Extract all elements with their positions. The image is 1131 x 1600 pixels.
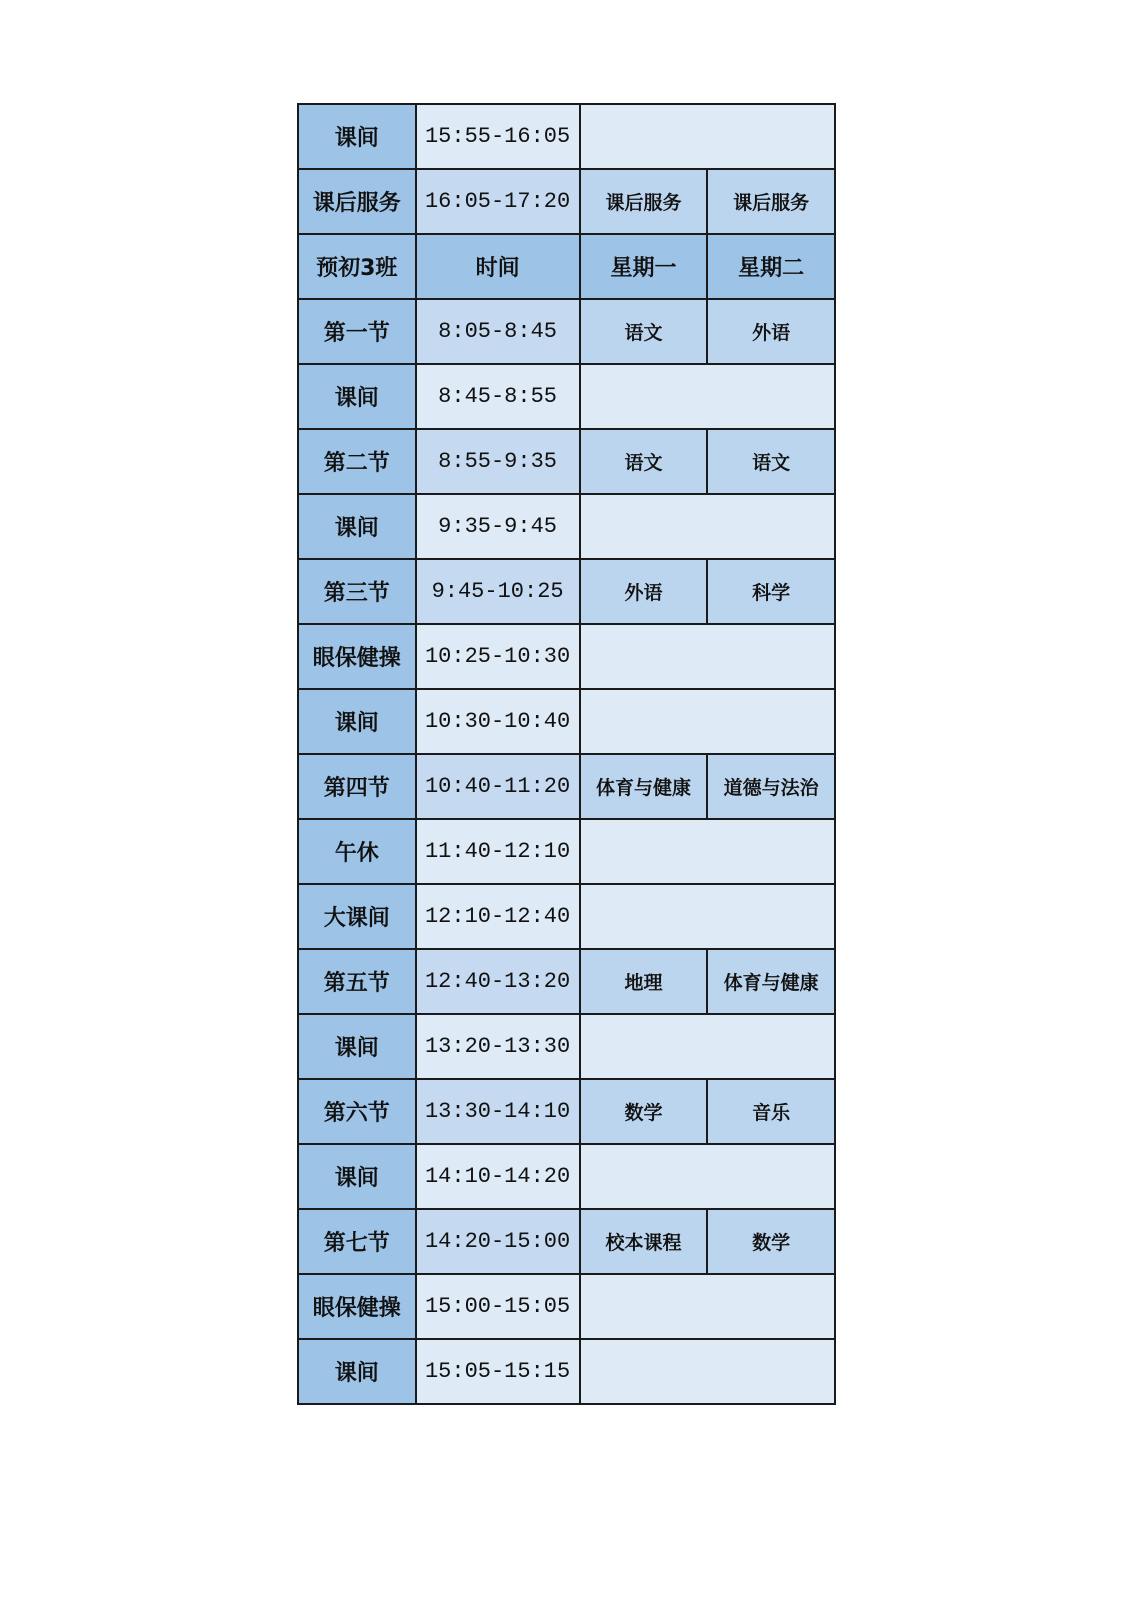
subject-cell: 体育与健康 (707, 949, 835, 1014)
timetable-row (298, 884, 835, 949)
period-label-cell: 课间 (298, 104, 416, 169)
timetable-row (298, 364, 835, 429)
period-label-cell: 大课间 (298, 884, 416, 949)
subject-cell: 科学 (707, 559, 835, 624)
timetable-row (298, 754, 835, 819)
period-time-cell: 14:20-15:00 (416, 1209, 580, 1274)
period-time-cell: 10:25-10:30 (416, 624, 580, 689)
period-time-cell: 12:40-13:20 (416, 949, 580, 1014)
timetable (297, 103, 836, 1405)
timetable-row (298, 559, 835, 624)
subject-cell: 外语 (580, 559, 708, 624)
period-label-cell: 眼保健操 (298, 1274, 416, 1339)
period-time-cell: 10:40-11:20 (416, 754, 580, 819)
subject-cell: 语文 (580, 299, 708, 364)
period-time-cell: 13:30-14:10 (416, 1079, 580, 1144)
period-label-cell: 课间 (298, 1014, 416, 1079)
subject-cell: 数学 (707, 1209, 835, 1274)
timetable-row (298, 1079, 835, 1144)
day-header-cell: 星期二 (707, 234, 835, 299)
period-time-cell: 9:35-9:45 (416, 494, 580, 559)
period-label-cell: 眼保健操 (298, 624, 416, 689)
period-time-cell: 13:20-13:30 (416, 1014, 580, 1079)
empty-subject-cell (580, 364, 835, 429)
period-label-cell: 第一节 (298, 299, 416, 364)
period-time-cell: 9:45-10:25 (416, 559, 580, 624)
period-label-cell: 课间 (298, 689, 416, 754)
empty-subject-cell (580, 1144, 835, 1209)
timetable-row (298, 1274, 835, 1339)
subject-cell: 数学 (580, 1079, 708, 1144)
class-name-cell: 预初3班 (298, 234, 416, 299)
period-time-cell: 8:45-8:55 (416, 364, 580, 429)
empty-subject-cell (580, 1339, 835, 1404)
empty-subject-cell (580, 884, 835, 949)
timetable-row (298, 429, 835, 494)
empty-subject-cell (580, 494, 835, 559)
period-time-cell: 8:05-8:45 (416, 299, 580, 364)
period-time-cell: 16:05-17:20 (416, 169, 580, 234)
period-time-cell: 15:05-15:15 (416, 1339, 580, 1404)
subject-cell: 外语 (707, 299, 835, 364)
subject-cell: 地理 (580, 949, 708, 1014)
time-header-cell: 时间 (416, 234, 580, 299)
empty-subject-cell (580, 819, 835, 884)
period-label-cell: 课后服务 (298, 169, 416, 234)
period-label-cell: 第六节 (298, 1079, 416, 1144)
subject-cell: 课后服务 (580, 169, 708, 234)
period-label-cell: 午休 (298, 819, 416, 884)
period-label-cell: 课间 (298, 494, 416, 559)
timetable-row (298, 1339, 835, 1404)
timetable-row (298, 1014, 835, 1079)
timetable-row (298, 949, 835, 1014)
subject-cell: 道德与法治 (707, 754, 835, 819)
period-time-cell: 14:10-14:20 (416, 1144, 580, 1209)
day-header-cell: 星期一 (580, 234, 708, 299)
timetable-body (298, 104, 835, 1404)
timetable-row (298, 689, 835, 754)
period-label-cell: 第五节 (298, 949, 416, 1014)
timetable-row (298, 1144, 835, 1209)
period-time-cell: 8:55-9:35 (416, 429, 580, 494)
empty-subject-cell (580, 624, 835, 689)
period-time-cell: 10:30-10:40 (416, 689, 580, 754)
period-label-cell: 第七节 (298, 1209, 416, 1274)
period-label-cell: 第三节 (298, 559, 416, 624)
period-time-cell: 12:10-12:40 (416, 884, 580, 949)
period-label-cell: 课间 (298, 364, 416, 429)
timetable-row (298, 624, 835, 689)
period-label-cell: 第四节 (298, 754, 416, 819)
timetable-row (298, 819, 835, 884)
period-label-cell: 课间 (298, 1144, 416, 1209)
timetable-header-row (298, 234, 835, 299)
subject-cell: 语文 (580, 429, 708, 494)
subject-cell: 体育与健康 (580, 754, 708, 819)
timetable-row (298, 299, 835, 364)
period-time-cell: 15:00-15:05 (416, 1274, 580, 1339)
period-label-cell: 课间 (298, 1339, 416, 1404)
period-label-cell: 第二节 (298, 429, 416, 494)
period-time-cell: 15:55-16:05 (416, 104, 580, 169)
period-time-cell: 11:40-12:10 (416, 819, 580, 884)
timetable-row (298, 104, 835, 169)
empty-subject-cell (580, 689, 835, 754)
empty-subject-cell (580, 1274, 835, 1339)
empty-subject-cell (580, 104, 835, 169)
subject-cell: 音乐 (707, 1079, 835, 1144)
timetable-row (298, 1209, 835, 1274)
subject-cell: 语文 (707, 429, 835, 494)
timetable-row (298, 494, 835, 559)
subject-cell: 课后服务 (707, 169, 835, 234)
empty-subject-cell (580, 1014, 835, 1079)
timetable-row (298, 169, 835, 234)
subject-cell: 校本课程 (580, 1209, 708, 1274)
